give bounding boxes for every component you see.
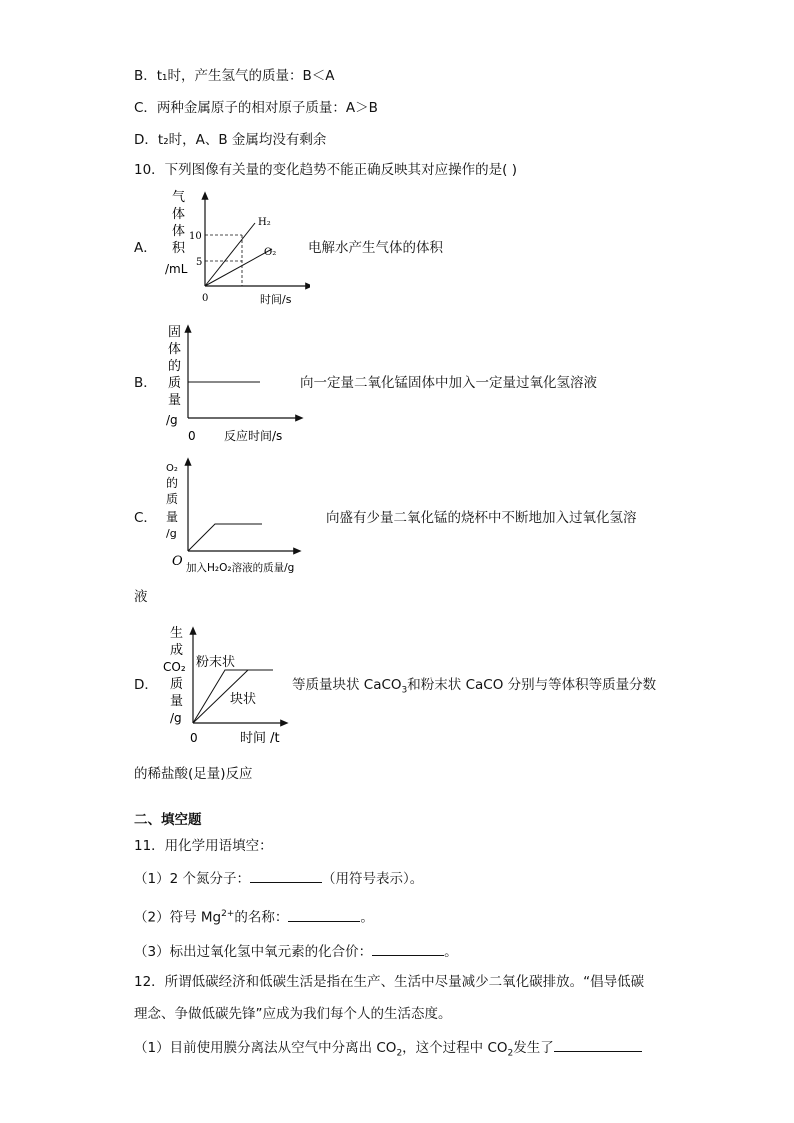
option-b-desc: 向一定量二氧化锰固体中加入一定量过氧化氢溶液 [300, 375, 597, 391]
option-d-text: D．t₂时，A、B 金属均没有剩余 [134, 132, 327, 148]
y-line-6: /g [170, 711, 182, 725]
q11-p1-post: （用符号表示）。 [321, 871, 424, 887]
y-char-4: 积 [172, 241, 186, 256]
option-a-desc: 电解水产生气体的体积 [308, 240, 443, 256]
x-label: 加入H₂O₂溶液的质量/g [186, 562, 295, 574]
label-o2: O₂ [264, 247, 277, 258]
x-label: 时间 /t [240, 731, 280, 746]
section-title: 二、填空题 [134, 812, 202, 828]
y-line-3: 质 [166, 492, 179, 506]
q11-part-2 [134, 904, 374, 928]
y-line-3: CO₂ [163, 660, 186, 674]
y-line-4: 质 [170, 677, 184, 692]
y-line-1: O₂ [166, 463, 178, 474]
question-12-line-1: 12．所谓低碳经济和低碳生活是指在生产、生活中尽量减少二氧化碳排放。“倡导低碳 [134, 974, 645, 990]
question-10-stem: 10．下列图像有关量的变化趋势不能正确反映其对应操作的是( ) [134, 162, 518, 178]
q12-p1-sub2: 2 [507, 1048, 514, 1059]
label-powder: 粉末状 [196, 655, 236, 670]
option-b-label: B． [134, 375, 157, 391]
q11-p2-end: 。 [360, 909, 374, 926]
chart-b [160, 320, 310, 450]
y-char-1: 固 [168, 325, 182, 340]
question-11-stem: 11．用化学用语填空： [134, 838, 273, 854]
x-label: 时间/s [260, 293, 292, 306]
label-lump: 块状 [230, 692, 257, 707]
origin: 0 [202, 293, 209, 304]
y-char-4: 质 [168, 376, 182, 391]
label-h2: H₂ [258, 217, 271, 228]
y-char-2: 体 [172, 207, 186, 222]
q11-p1-blank[interactable] [250, 868, 322, 883]
q11-p3-blank[interactable] [372, 941, 444, 956]
option-d-desc-post: 和粉末状 CaCO 分别与等体积等质量分数 [407, 677, 657, 693]
y-line-2: 成 [170, 643, 184, 658]
y-line-5: /g [166, 527, 177, 540]
q12-p1-post: 发生了 [513, 1040, 554, 1056]
y-char-3: 的 [168, 359, 182, 374]
option-c-text: C．两种金属原子的相对原子质量：A＞B [134, 100, 378, 116]
y-line-5: 量 [170, 694, 184, 709]
y-unit: /g [166, 413, 178, 427]
question-12-line-2: 理念、争做低碳先锋”应成为我们每个人的生活态度。 [134, 1006, 452, 1022]
option-d-label: D． [134, 677, 158, 693]
q11-p2-pre: （2）符号 Mg [134, 909, 222, 926]
y-unit: /mL [165, 262, 188, 276]
option-d-desc-pre: 等质量块状 CaCO [292, 677, 402, 693]
y-line-1: 生 [170, 626, 184, 641]
y-char-1: 气 [172, 190, 186, 205]
q11-part-3 [134, 941, 458, 962]
option-d-desc-sub: 3 [401, 685, 408, 696]
option-c-desc: 向盛有少量二氧化锰的烧杯中不断地加入过氧化氢溶 [326, 510, 637, 526]
y-char-5: 量 [168, 393, 182, 408]
option-c-label: C． [134, 510, 157, 526]
q11-p3-pre: （3）标出过氧化氢中氧元素的化合价： [134, 944, 373, 960]
option-b-text: B．t₁时，产生氢气的质量：B＜A [134, 68, 335, 84]
tick-10: 10 [189, 231, 202, 242]
chart-a [160, 185, 310, 310]
q11-p2-blank[interactable] [288, 907, 360, 922]
option-d-desc-cont: 的稀盐酸(足量)反应 [134, 766, 253, 782]
q12-p1-sub: 2 [396, 1048, 403, 1059]
q11-p1-pre: （1）2 个氮分子： [134, 871, 250, 887]
q11-p2-post: 的名称： [234, 909, 289, 926]
chart-d [160, 620, 295, 750]
tick-5: 5 [196, 257, 203, 268]
option-c-desc-cont: 液 [134, 589, 148, 605]
y-char-3: 体 [172, 224, 186, 239]
q11-part-1 [134, 868, 423, 889]
y-char-2: 体 [168, 342, 182, 357]
origin: 0 [188, 429, 196, 443]
x-label: 反应时间/s [224, 429, 283, 443]
origin: O [172, 554, 183, 569]
origin: 0 [190, 731, 198, 745]
series-line-h2 [205, 223, 255, 286]
q12-p1-mid: ，这个过程中 CO [402, 1040, 508, 1056]
option-d-desc [292, 675, 656, 701]
y-line-4: 量 [166, 510, 179, 524]
chart-c [160, 455, 340, 580]
option-a-label: A． [134, 240, 157, 256]
series-line-o2 [188, 524, 262, 551]
series-line-o2 [205, 249, 272, 286]
q12-p1-blank[interactable] [554, 1037, 642, 1052]
y-line-2: 的 [166, 476, 179, 490]
q12-p1-pre: （1）目前使用膜分离法从空气中分离出 CO [134, 1040, 397, 1056]
q11-p3-end: 。 [444, 944, 458, 960]
q12-part-1 [134, 1037, 642, 1064]
q11-p2-sup: 2+ [221, 909, 235, 919]
